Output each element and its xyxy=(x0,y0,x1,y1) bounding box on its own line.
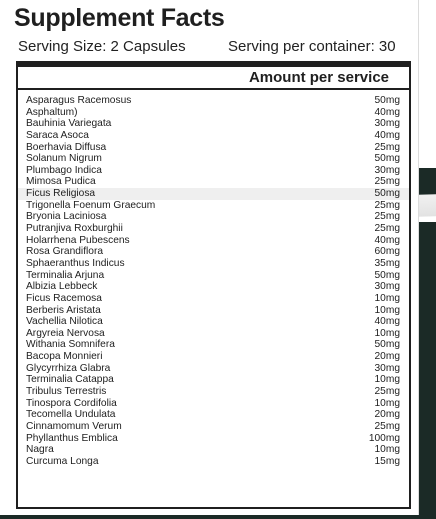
ingredient-amount: 30mg xyxy=(374,164,400,176)
ingredient-row xyxy=(18,351,409,363)
ingredient-name: Tinospora Cordifolia xyxy=(26,397,117,409)
ingredient-row xyxy=(18,409,409,421)
ingredient-row xyxy=(18,433,409,445)
ingredient-row xyxy=(18,270,409,282)
ingredient-row xyxy=(18,444,409,456)
ingredient-row xyxy=(18,281,409,293)
ingredient-name: Mimosa Pudica xyxy=(26,176,96,188)
ingredient-row xyxy=(18,165,409,177)
ingredient-amount: 10mg xyxy=(374,444,400,456)
ingredient-amount: 10mg xyxy=(374,397,400,409)
ingredient-amount: 25mg xyxy=(374,386,400,398)
ingredient-row xyxy=(18,374,409,386)
ingredient-row xyxy=(18,421,409,433)
ingredient-amount: 50mg xyxy=(374,339,400,351)
ingredient-amount: 50mg xyxy=(374,188,400,200)
ingredient-amount: 25mg xyxy=(374,223,400,235)
ingredient-name: Asparagus Racemosus xyxy=(26,95,132,106)
ingredient-row xyxy=(18,316,409,328)
ingredient-amount: 30mg xyxy=(374,118,400,130)
ingredient-row xyxy=(18,305,409,317)
ingredient-row xyxy=(18,107,409,119)
ingredient-row xyxy=(18,456,409,468)
ingredient-amount: 25mg xyxy=(374,211,400,223)
ingredient-name: Trigonella Foenum Graecum xyxy=(26,199,156,211)
ingredient-amount: 10mg xyxy=(374,292,400,304)
header-rule xyxy=(18,88,409,90)
ingredient-row xyxy=(18,246,409,258)
ingredient-name: Ficus Racemosa xyxy=(26,292,102,304)
ingredient-name: Nagra xyxy=(26,444,54,456)
ingredient-row xyxy=(18,339,409,351)
ingredient-row xyxy=(18,363,409,375)
ingredient-list xyxy=(18,95,409,468)
ingredient-amount: 10mg xyxy=(374,374,400,386)
ingredient-name: Tecomella Undulata xyxy=(26,409,116,421)
ingredient-amount: 10mg xyxy=(374,327,400,339)
ingredient-name: Curcuma Longa xyxy=(26,455,99,467)
ingredient-row xyxy=(18,130,409,142)
ingredient-row xyxy=(18,258,409,270)
ingredient-amount: 20mg xyxy=(374,351,400,363)
ingredient-amount: 50mg xyxy=(374,95,400,106)
ingredient-amount: 30mg xyxy=(374,362,400,374)
ingredient-amount: 40mg xyxy=(374,234,400,246)
ingredient-amount: 60mg xyxy=(374,246,400,258)
facts-table xyxy=(16,61,411,509)
ingredient-row xyxy=(18,235,409,247)
ingredient-name: Saraca Asoca xyxy=(26,129,89,141)
ingredient-name: Cinnamomum Verum xyxy=(26,420,122,432)
supplement-facts-title: Supplement Facts xyxy=(14,4,225,32)
ingredient-name: Boerhavia Diffusa xyxy=(26,141,107,153)
ingredient-amount: 25mg xyxy=(374,420,400,432)
ingredient-row xyxy=(18,188,409,200)
ingredient-amount: 35mg xyxy=(374,257,400,269)
ingredient-name: Putranjiva Roxburghii xyxy=(26,223,123,235)
ingredient-amount: 50mg xyxy=(374,153,400,165)
ingredient-amount: 100mg xyxy=(368,432,400,444)
ingredient-row xyxy=(18,142,409,154)
ingredient-name: Bacopa Monnieri xyxy=(26,351,103,363)
ingredient-amount: 40mg xyxy=(374,106,400,118)
ingredient-name: Ficus Religiosa xyxy=(26,188,96,200)
ingredient-name: Asphaltum) xyxy=(26,106,78,118)
ingredient-name: Albizia Lebbeck xyxy=(26,281,98,293)
ingredient-amount: 50mg xyxy=(374,269,400,281)
ingredient-name: Argyreia Nervosa xyxy=(26,327,105,339)
ingredient-row xyxy=(18,153,409,165)
ingredient-amount: 25mg xyxy=(374,176,400,188)
amount-per-service-header: Amount per service xyxy=(248,69,389,86)
ingredient-amount: 10mg xyxy=(374,304,400,316)
ingredient-row xyxy=(18,293,409,305)
ingredient-amount: 20mg xyxy=(374,409,400,421)
ingredient-row xyxy=(18,200,409,212)
ingredient-name: Plumbago Indica xyxy=(26,164,102,176)
ingredient-name: Terminalia Arjuna xyxy=(26,269,105,281)
ingredient-amount: 40mg xyxy=(374,316,400,328)
ingredient-name: Solanum Nigrum xyxy=(26,153,102,165)
ingredient-amount: 25mg xyxy=(374,199,400,211)
ingredient-name: Terminalia Catappa xyxy=(26,374,114,386)
ingredient-name: Bryonia Laciniosa xyxy=(26,211,107,223)
ingredient-name: Berberis Aristata xyxy=(26,304,101,316)
ingredient-row xyxy=(18,328,409,340)
ingredient-name: Sphaeranthus Indicus xyxy=(26,257,125,269)
ingredient-name: Phyllanthus Emblica xyxy=(26,432,118,444)
ingredient-row xyxy=(18,386,409,398)
ingredient-name: Bauhinia Variegata xyxy=(26,118,112,130)
ingredient-row xyxy=(18,398,409,410)
ingredient-amount: 40mg xyxy=(374,129,400,141)
ingredient-amount: 30mg xyxy=(374,281,400,293)
ingredient-name: Vachellia Nilotica xyxy=(26,316,103,328)
servings-per-container: Serving per container: 30 xyxy=(228,38,396,55)
ingredient-name: Holarrhena Pubescens xyxy=(26,234,130,246)
ingredient-name: Glycyrrhiza Glabra xyxy=(26,362,111,374)
ingredient-amount: 15mg xyxy=(374,455,400,467)
ingredient-row xyxy=(18,176,409,188)
ingredient-row xyxy=(18,95,409,107)
ingredient-row xyxy=(18,211,409,223)
ingredient-name: Withania Somnifera xyxy=(26,339,115,351)
ingredient-name: Tribulus Terrestris xyxy=(26,386,107,398)
ingredient-row xyxy=(18,223,409,235)
serving-size: Serving Size: 2 Capsules xyxy=(18,38,186,55)
ingredient-amount: 25mg xyxy=(374,141,400,153)
top-rule xyxy=(18,63,409,67)
ingredient-row xyxy=(18,118,409,130)
ingredient-name: Rosa Grandiflora xyxy=(26,246,104,258)
